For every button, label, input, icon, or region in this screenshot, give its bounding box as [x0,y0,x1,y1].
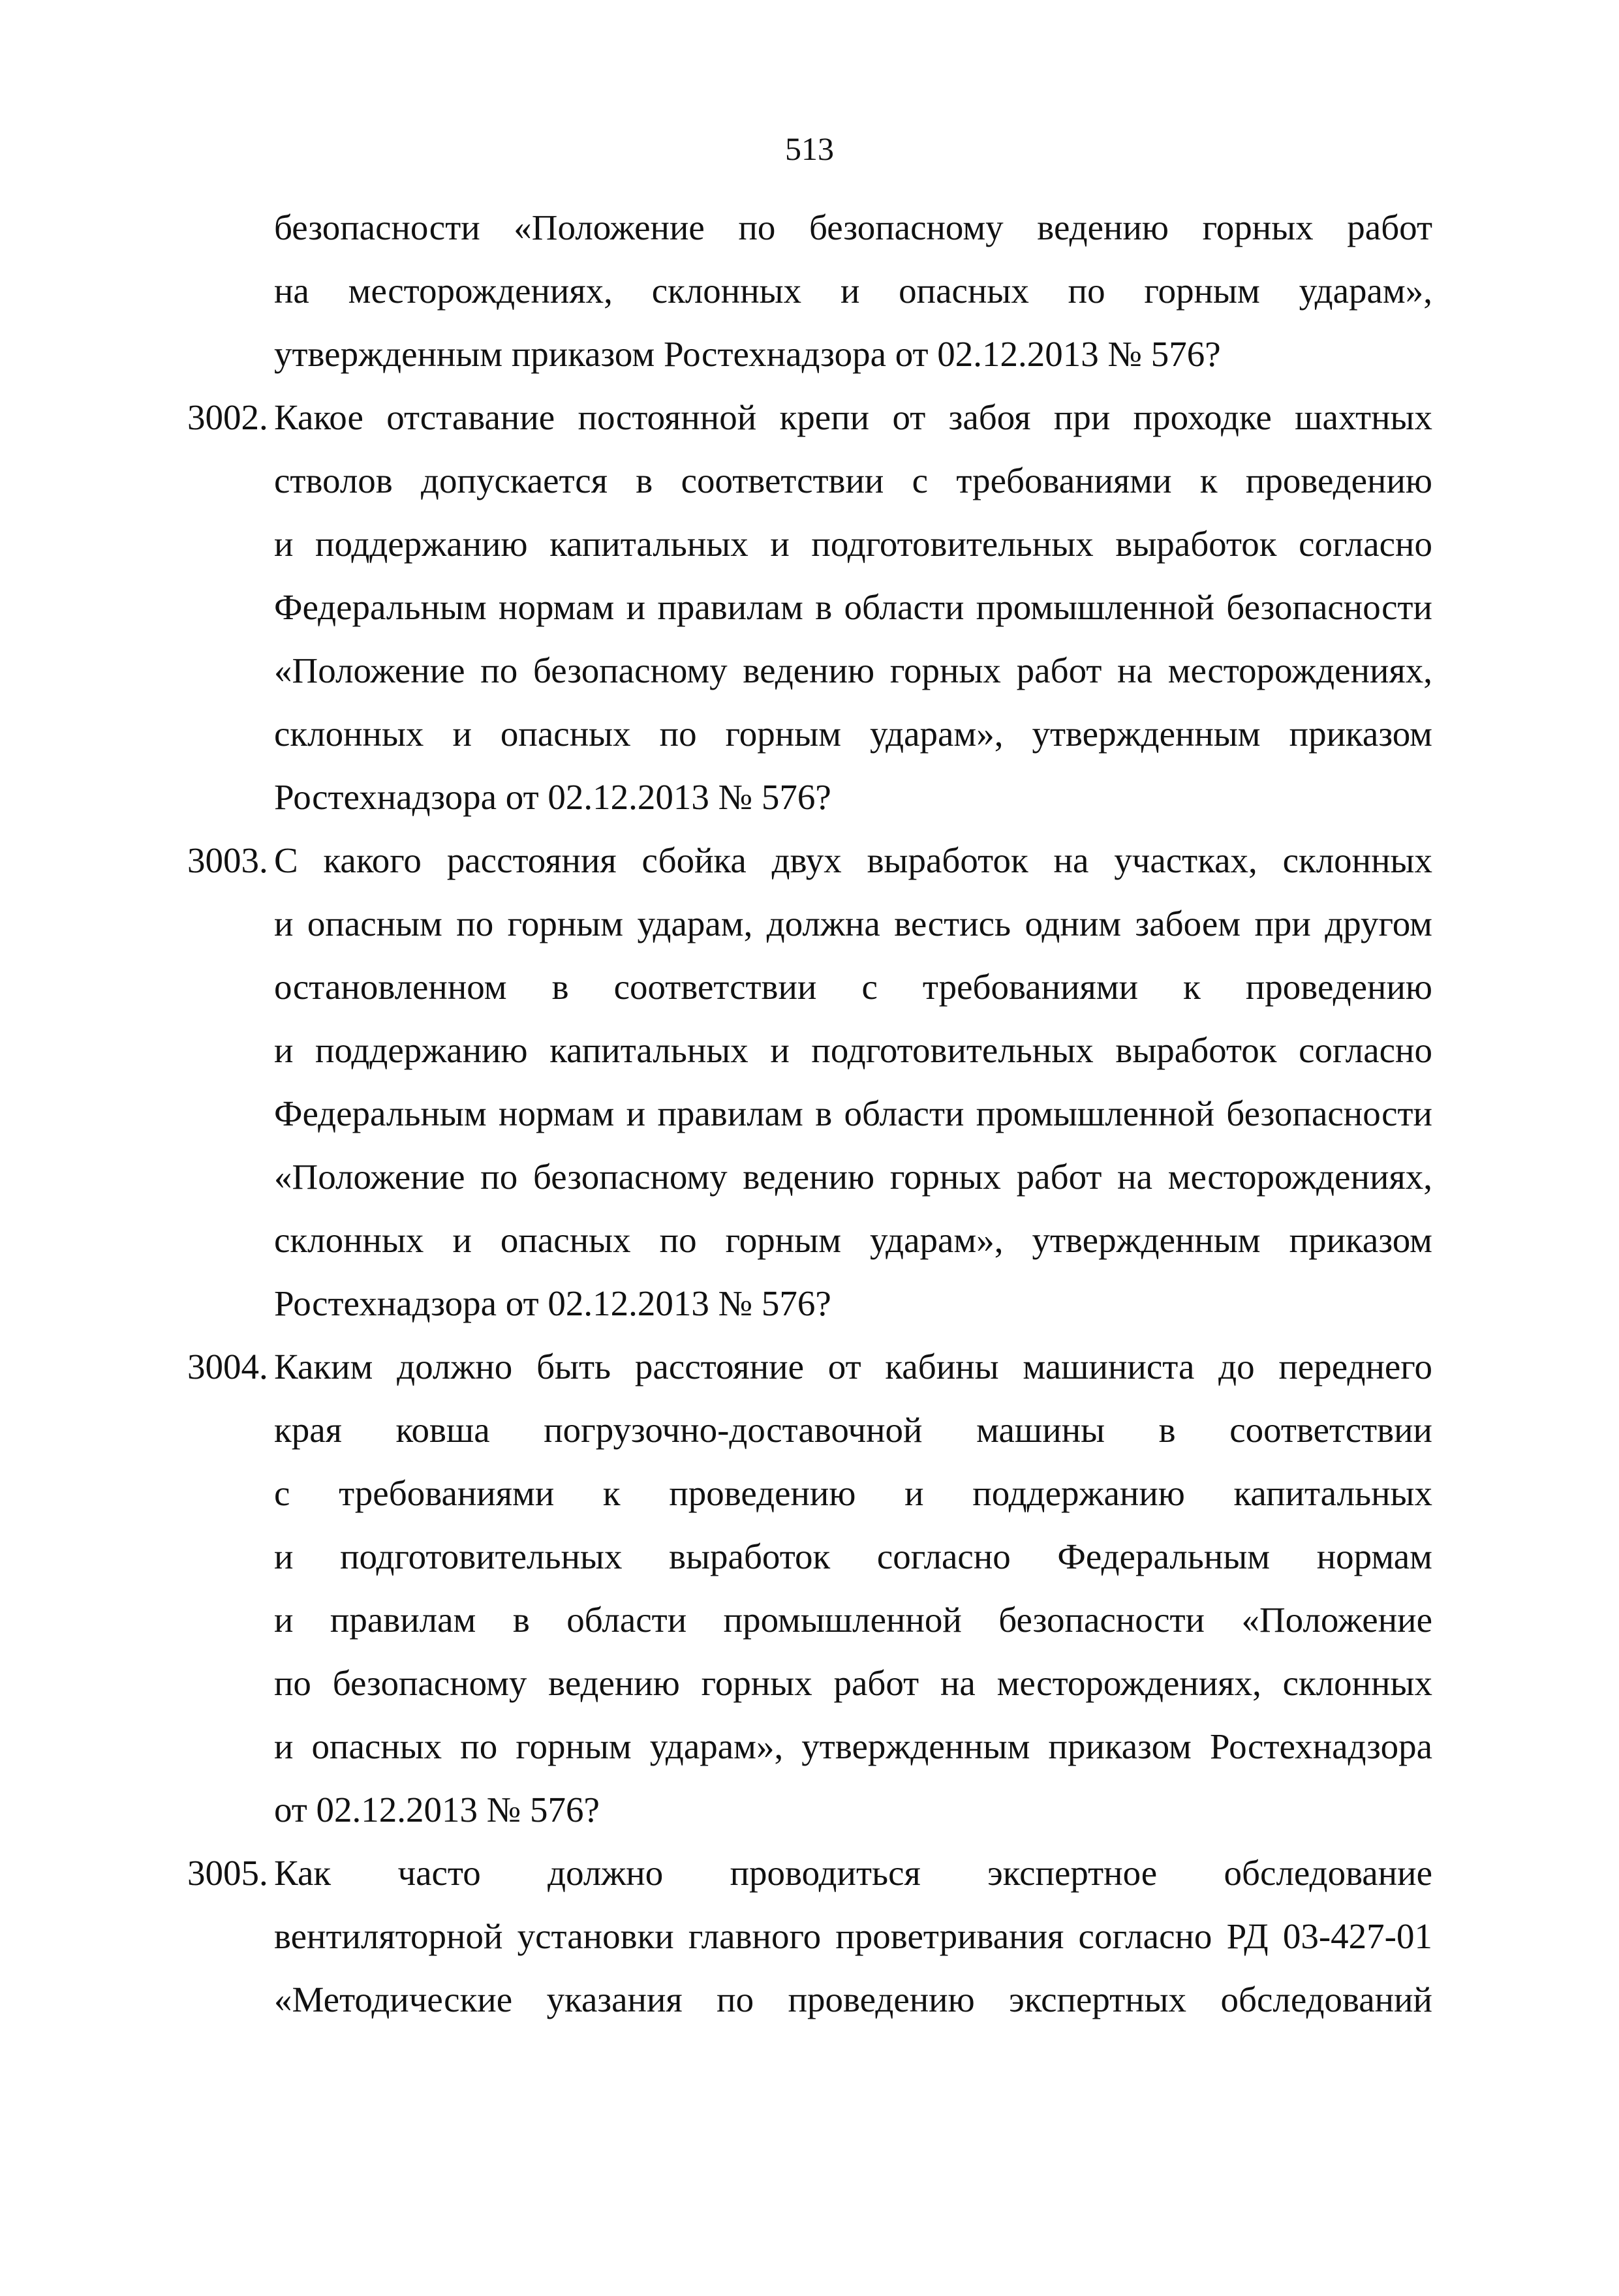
text-line [274,322,1432,386]
page-number: 513 [785,130,834,167]
continued-paragraph [274,196,1432,386]
text-line [274,1651,1432,1715]
question-number: 3002. [187,397,268,437]
line-text: Как часто должно проводиться экспертное обследование [274,1853,1432,1893]
text-line [274,1208,1432,1272]
text-line [187,829,1432,892]
text-line [274,1525,1432,1588]
line-text: края ковша погрузочно-доставочной машины в соответствии [274,1410,1432,1450]
line-text: «Методические указания по проведению экспертных обследований [274,1980,1432,2019]
line-text: безопасности «Положение по безопасному ведению горных работ [274,207,1432,247]
line-text: склонных и опасных по горным ударам», утвержденным приказом [274,714,1432,754]
line-text: вентиляторной установки главного проветривания согласно РД 03-427-01 [274,1916,1432,1956]
line-text: на месторождениях, склонных и опасных по горным ударам», [274,271,1432,311]
line-text: С какого расстояния сбойка двух выработок на участках, склонных [274,840,1432,880]
line-text: стволов допускается в соответствии с требованиями к проведению [274,461,1432,500]
question-item [187,1335,1432,1841]
text-line [274,575,1432,639]
text-line [274,512,1432,575]
line-text: остановленном в соответствии с требованиями к проведению [274,967,1432,1007]
text-line [187,386,1432,449]
text-line [274,1082,1432,1145]
line-text: Какое отставание постоянной крепи от забоя при проходке шахтных [274,397,1432,437]
line-text: и подготовительных выработок согласно Федеральным нормам [274,1537,1432,1576]
question-item [187,1841,1432,2031]
line-text: и поддержанию капитальных и подготовительных выработок согласно [274,524,1432,564]
question-number: 3003. [187,840,268,880]
text-line [187,1335,1432,1398]
text-line [274,1398,1432,1462]
line-text: и поддержанию капитальных и подготовительных выработок согласно [274,1030,1432,1070]
line-text: Федеральным нормам и правилам в области промышленной безопасности [274,587,1432,627]
text-line [274,955,1432,1018]
text-line [274,1968,1432,2031]
line-text: и опасным по горным ударам, должна вестись одним забоем при другом [274,904,1432,943]
question-number: 3004. [187,1347,268,1386]
text-line [274,1778,1432,1841]
text-line [274,702,1432,765]
line-text: склонных и опасных по горным ударам», утвержденным приказом [274,1220,1432,1260]
document-body [187,196,1432,2031]
text-line [274,892,1432,955]
text-line [274,1588,1432,1651]
line-text: Каким должно быть расстояние от кабины машиниста до переднего [274,1347,1432,1386]
line-text: утвержденным приказом Ростехнадзора от 02.12.2013 № 576? [274,334,1221,374]
text-line [274,1905,1432,1968]
text-line [274,1145,1432,1208]
line-text: по безопасному ведению горных работ на месторождениях, склонных [274,1663,1432,1703]
text-line [274,765,1432,829]
text-line [274,1018,1432,1082]
line-text: Ростехнадзора от 02.12.2013 № 576? [274,777,831,817]
line-text: «Положение по безопасному ведению горных работ на месторождениях, [274,651,1432,690]
line-text: Федеральным нормам и правилам в области промышленной безопасности [274,1094,1432,1133]
text-line [274,449,1432,512]
text-line [274,1715,1432,1778]
line-text: Ростехнадзора от 02.12.2013 № 576? [274,1283,831,1323]
line-text: от 02.12.2013 № 576? [274,1790,600,1829]
text-line [274,639,1432,702]
question-item [187,386,1432,829]
text-line [274,1462,1432,1525]
question-number: 3005. [187,1853,268,1893]
text-line [274,196,1432,259]
line-text: «Положение по безопасному ведению горных работ на месторождениях, [274,1157,1432,1197]
line-text: и опасных по горным ударам», утвержденным приказом Ростехнадзора [274,1726,1432,1766]
question-item [187,829,1432,1335]
text-line [274,1272,1432,1335]
line-text: и правилам в области промышленной безопасности «Положение [274,1600,1432,1640]
text-line [187,1841,1432,1905]
line-text: с требованиями к проведению и поддержанию капитальных [274,1473,1432,1513]
text-line [274,259,1432,322]
